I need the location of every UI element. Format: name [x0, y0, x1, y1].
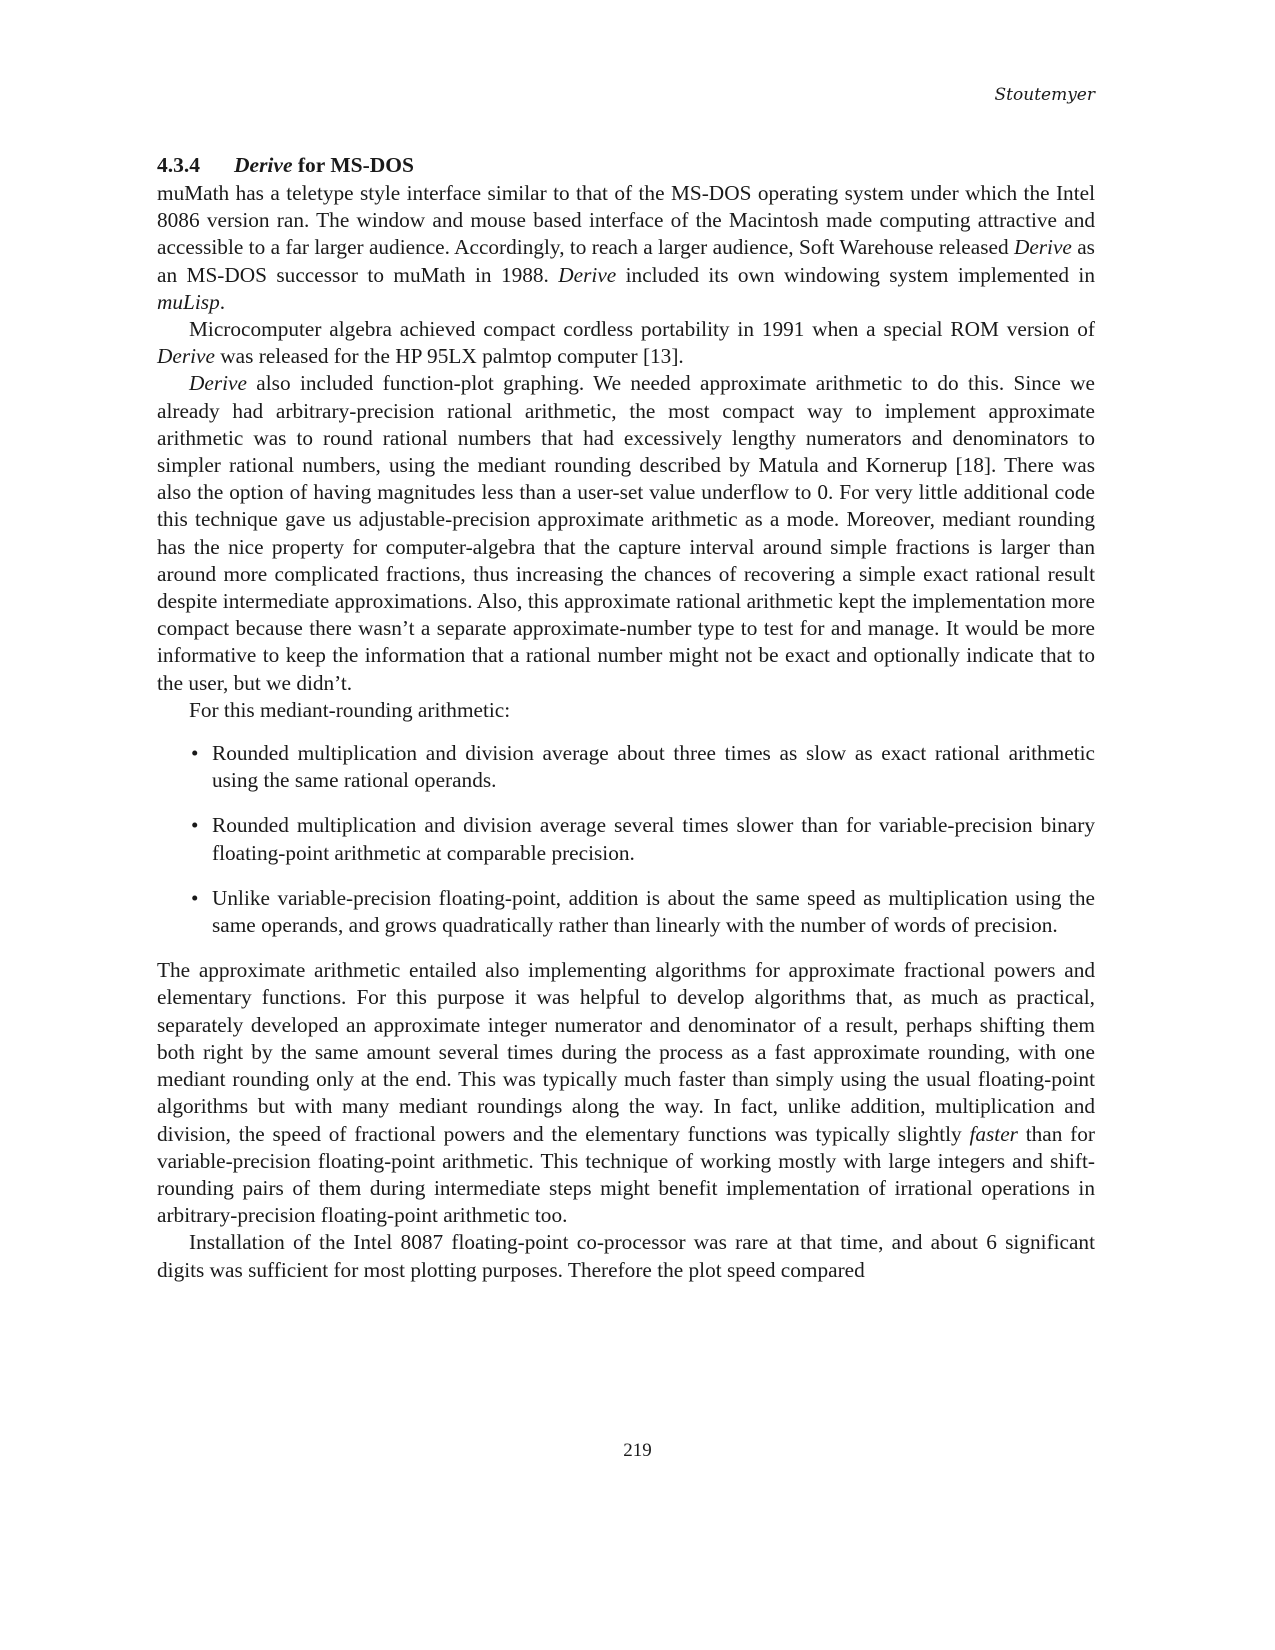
paragraph-6: Installation of the Intel 8087 floating-point co-processor was rare at that time, and about 6 significant digits was sufficient for most plotting purposes. Therefore the plot speed compared — [157, 1230, 1095, 1282]
list-item — [191, 885, 1095, 939]
paragraph-3 — [157, 370, 1095, 696]
paragraph-1 — [157, 180, 1095, 316]
section-title-rest: for MS-DOS — [292, 153, 414, 177]
text-run: . — [219, 289, 226, 314]
paragraph-4: For this mediant-rounding arithmetic: — [189, 697, 511, 722]
paragraph-5 — [157, 957, 1095, 1229]
text-run: was released for the HP 95LX palmtop computer [13]. — [214, 344, 684, 369]
body-text — [157, 150, 1095, 1284]
list-item — [191, 740, 1095, 794]
bullet-icon: • — [191, 885, 199, 910]
text-run: muMath has a teletype style interface similar to that of the MS-DOS operating system under which the Intel 8086 version ran. The window and mouse based interface of the Macintosh made computing attractive and accessible to a far larger audience. Accordingly, to reach a larger audience, Soft Warehouse released — [157, 181, 1095, 260]
text-run-italic: faster — [969, 1121, 1018, 1146]
bullet-icon: • — [191, 741, 199, 766]
text-run: as an MS-DOS successor to muMath in 1988. — [157, 235, 1095, 287]
text-run: also included function-plot graphing. We needed approximate arithmetic to do this. Since we already had arbitrary-precision rational arithmetic, the most compact way to implement approximate arithmetic was to round rational numbers that had excessively lengthy numerators and denominators to simpler rational numbers, using the mediant rounding described by Matula and Kornerup [18]. There was also the option of having magnitudes less than a user-set value underflow to 0. For very little additional code this technique gave us adjustable-precision approximate arithmetic as a mode. Moreover, mediant rounding has the nice property for computer-algebra that the capture interval around simple fractions is larger than around more complicated fractions, thus increasing the chances of recovering a simple exact rational result despite intermediate approximations. Also, this approximate rational arithmetic kept the implementation more compact because there wasn’t a separate approximate-number type to test for and manage. It would be more informative to keep the information that a rational number might not be exact and optionally indicate that to the user, but we didn’t. — [157, 371, 1095, 695]
list-item-text: Unlike variable-precision floating-point, addition is about the same speed as multiplication using the same operands, and grows quadratically rather than linearly with the number of words of precision. — [212, 885, 1095, 938]
text-run-italic: Derive — [1013, 235, 1072, 260]
section-heading — [157, 150, 1095, 180]
text-run-italic: Derive — [157, 344, 215, 369]
text-run-italic: Derive — [189, 371, 247, 396]
list-item-text: Rounded multiplication and division average several times slower than for variable-precision binary floating-point arithmetic at comparable precision. — [212, 813, 1095, 865]
running-head: Stoutemyer — [994, 85, 1095, 105]
bullet-list — [157, 740, 1095, 939]
page-number: 219 — [623, 1440, 652, 1461]
section-number: 4.3.4 — [157, 153, 200, 177]
paragraph-2 — [157, 316, 1095, 370]
bullet-icon: • — [191, 813, 199, 838]
text-run: The approximate arithmetic entailed also implementing algorithms for approximate fractional powers and elementary functions. For this purpose it was helpful to develop algorithms that, as much as practical, separately developed an approximate integer numerator and denominator of a result, perhaps shifting them both right by the same amount several times during the process as a fast approximate rounding, with one mediant rounding only at the end. This was typically much faster than simply using the usual floating-point algorithms but with many mediant roundings along the way. In fact, unlike addition, multiplication and division, the speed of fractional powers and the elementary functions was typically slightly — [157, 958, 1095, 1146]
text-run-italic: muLisp — [157, 289, 220, 314]
text-run-italic: Derive — [558, 262, 617, 287]
section-title-italic: Derive — [234, 153, 293, 177]
text-run: Microcomputer algebra achieved compact cordless portability in 1991 when a special ROM version of — [189, 317, 1095, 342]
list-item-text: Rounded multiplication and division average about three times as slow as exact rational arithmetic using the same rational operands. — [212, 741, 1095, 793]
text-run: than for variable-precision floating-point arithmetic. This technique of working mostly with large integers and shift-rounding pairs of them during intermediate steps might benefit implementation of irrational operations in arbitrary-precision floating-point arithmetic too. — [157, 1121, 1096, 1228]
list-item — [191, 812, 1095, 866]
text-run: included its own windowing system implemented in — [616, 262, 1095, 287]
